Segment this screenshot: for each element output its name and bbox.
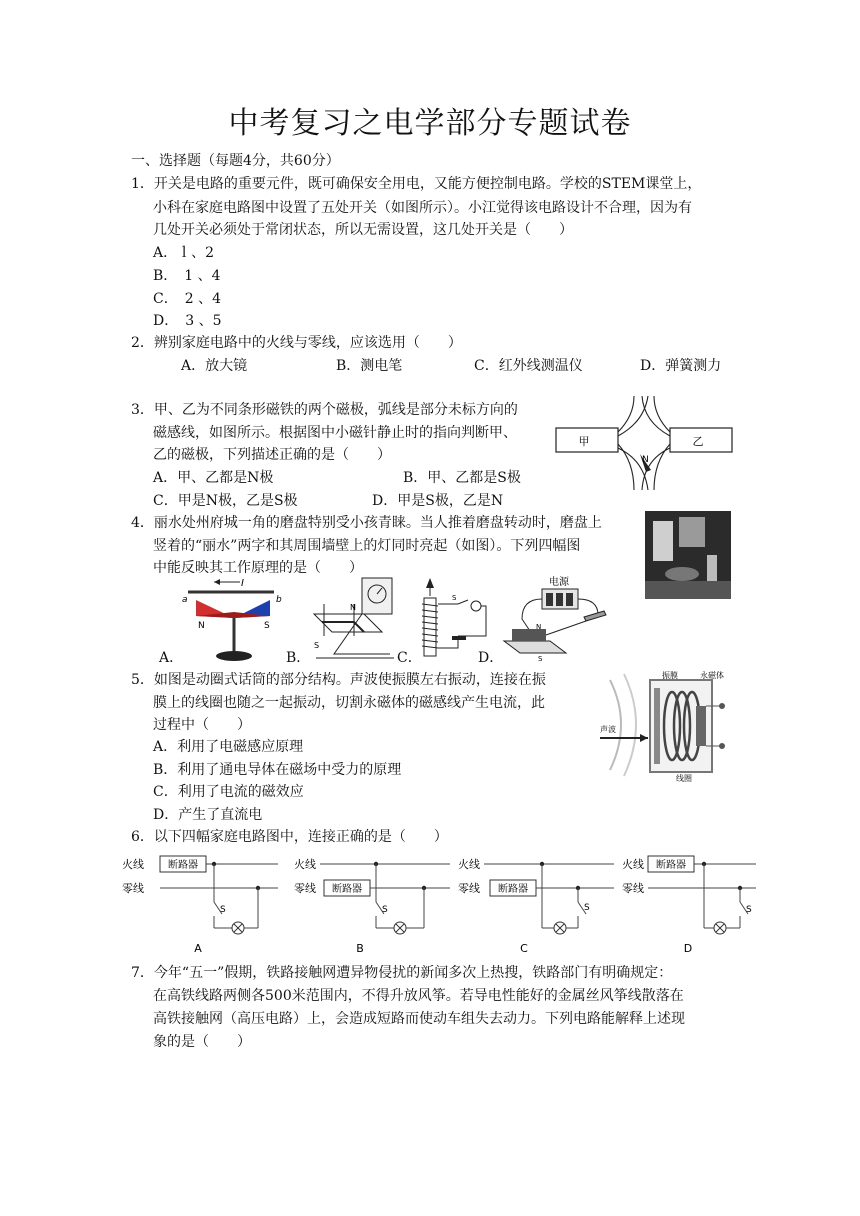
q6c-caption: C <box>520 942 528 955</box>
q4b-s-label: S <box>314 641 320 650</box>
q1-option-c[interactable]: C． 2 、4 <box>153 291 221 307</box>
q3-line-2: 磁感线，如图所示。根据图中小磁针静止时的指向判断甲、 <box>153 425 517 441</box>
q1-option-a[interactable]: A．ｌ、2 <box>153 245 215 261</box>
q4-photo <box>645 511 731 599</box>
q6a-caption: A <box>194 942 202 955</box>
q3-magnet-figure <box>556 396 732 490</box>
q2-stem: 2．辨别家庭电路中的火线与零线，应该选用（ ） <box>131 335 462 351</box>
q5-line-3: 过程中（ ） <box>153 717 251 733</box>
q4-line-1: 4．丽水处州府城一角的磨盘特别受小孩青睐。当人推着磨盘转动时，磨盘上 <box>131 515 602 531</box>
q3-label-right: 乙 <box>692 435 704 448</box>
q6b-live-label: 火线 <box>294 858 316 871</box>
q5-option-d[interactable]: D．产生了直流电 <box>153 807 263 823</box>
q5-option-b[interactable]: B．利用了通电导体在磁场中受力的原理 <box>153 762 402 778</box>
q1-line-3: 几处开关必须处于常闭状态，所以无需设置，这几处开关是（ ） <box>153 222 573 238</box>
q6b-neutral-label: 零线 <box>294 882 316 895</box>
q4a-n-label: N <box>198 621 205 631</box>
q1-line-2: 小科在家庭电路图中设置了五处开关（如图所示）。小江觉得该电路设计不合理，因为有 <box>153 200 692 216</box>
q6-circuit-d <box>620 852 758 956</box>
q4-line-3: 中能反映其工作原理的是（ ） <box>153 560 363 576</box>
q4-option-a[interactable]: A． <box>159 650 184 666</box>
q4d-power-label: 电源 <box>549 577 569 588</box>
q3-option-c[interactable]: C．甲是N极，乙是S极 <box>153 493 298 509</box>
q6-circuit-c <box>454 852 618 956</box>
q6d-breaker-label: 断路器 <box>656 860 686 871</box>
q3-label-left: 甲 <box>578 435 590 448</box>
q4d-s-label: S <box>538 655 543 663</box>
q1-line-1: 1．开关是电路的重要元件，既可确保安全用电，又能方便控制电路。学校的STEM课堂上， <box>131 176 702 192</box>
q2-option-a[interactable]: A．放大镜 <box>181 358 248 374</box>
q7-line-3: 高铁接触网（高压电路）上，会造成短路而使动车组失去动力。下列电路能解释上述现 <box>153 1011 685 1027</box>
q6d-switch-label: S <box>746 905 752 915</box>
q5-label-wave: 声波 <box>600 725 616 734</box>
q6c-live-label: 火线 <box>458 858 480 871</box>
q5-option-c[interactable]: C．利用了电流的磁效应 <box>153 784 304 800</box>
q4a-b-label: b <box>276 595 282 605</box>
q4-option-d[interactable]: D． <box>478 650 504 666</box>
q2-option-d[interactable]: D．弹簧测力 <box>640 358 722 374</box>
q4-option-c[interactable]: C． <box>397 650 422 666</box>
q4d-n-label: N <box>536 623 542 631</box>
q6a-live-label: 火线 <box>122 858 144 871</box>
q3-line-1: 3．甲、乙为不同条形磁铁的两个磁极，弧线是部分未标方向的 <box>131 402 518 418</box>
q6-stem: 6．以下四幅家庭电路图中，连接正确的是（ ） <box>131 829 448 845</box>
q5-label-membrane: 振膜 <box>662 671 678 680</box>
q6c-breaker-label: 断路器 <box>498 884 528 895</box>
q6d-neutral-label: 零线 <box>622 882 644 895</box>
q6-circuit-b <box>290 852 454 956</box>
q4-figure-d <box>500 575 612 661</box>
page-title: 中考复习之电学部分专题试卷 <box>228 106 632 141</box>
q1-option-b[interactable]: B． 1 、4 <box>153 268 221 284</box>
q4-figure-a <box>170 576 282 662</box>
q6-circuit-a <box>116 852 280 956</box>
q4-figure-b <box>304 574 400 662</box>
section-heading: 一、选择题（每题4分，共60分） <box>131 153 340 169</box>
q4a-current-label: I <box>241 578 244 589</box>
q6b-breaker-label: 断路器 <box>332 884 362 895</box>
q5-line-2: 膜上的线圈也随之一起振动，切割永磁体的磁感线产生电流，此 <box>153 695 545 711</box>
q4a-a-label: a <box>182 595 188 605</box>
q3-label-needle: N <box>642 455 649 465</box>
q6d-caption: D <box>683 942 693 955</box>
q3-option-d[interactable]: D．甲是S极，乙是N <box>372 493 504 509</box>
q5-line-1: 5．如图是动圈式话筒的部分结构。声波使振膜左右振动，连接在振 <box>131 672 546 688</box>
q4-option-b[interactable]: B． <box>286 650 311 666</box>
q6b-switch-label: S <box>382 905 388 915</box>
q7-line-2: 在高铁线路两侧各500米范围内，不得升放风筝。若导电性能好的金属丝风筝线散落在 <box>153 988 684 1004</box>
q6a-breaker-label: 断路器 <box>168 860 198 871</box>
q6a-switch-label: S <box>220 905 226 915</box>
q6c-neutral-label: 零线 <box>458 882 480 895</box>
q2-option-c[interactable]: C．红外线测温仪 <box>474 358 583 374</box>
compass-arrow-icon <box>426 578 434 588</box>
q3-line-3: 乙的磁极，下列描述正确的是（ ） <box>153 447 391 463</box>
q6c-switch-label: S <box>584 903 590 913</box>
q3-option-b[interactable]: B．甲、乙都是S极 <box>403 470 521 486</box>
q7-line-4: 象的是（ ） <box>153 1034 251 1050</box>
q6b-caption: B <box>356 942 364 955</box>
q4c-s-label: S <box>452 594 457 602</box>
q4a-s-label: S <box>264 621 270 631</box>
q5-microphone-figure <box>596 666 730 782</box>
q3-option-a[interactable]: A．甲、乙都是N极 <box>153 470 274 486</box>
q1-option-d[interactable]: D． 3 、5 <box>153 313 222 329</box>
q5-label-coil: 线圈 <box>676 774 692 783</box>
q5-option-a[interactable]: A．利用了电磁感应原理 <box>153 739 304 755</box>
q6d-live-label: 火线 <box>622 858 644 871</box>
sound-arrow-icon <box>640 734 648 742</box>
q7-line-1: 7．今年“五一”假期，铁路接触网遭异物侵扰的新闻多次上热搜，铁路部门有明确规定： <box>131 965 673 981</box>
q6a-neutral-label: 零线 <box>122 882 144 895</box>
q2-option-b[interactable]: B．测电笔 <box>336 358 403 374</box>
q4b-n-label: N <box>350 603 356 612</box>
q5-label-magnet: 永磁体 <box>700 671 724 680</box>
q4-line-2: 竖着的“丽水”两字和其周围墙壁上的灯同时亮起（如图）。下列四幅图 <box>153 538 581 554</box>
